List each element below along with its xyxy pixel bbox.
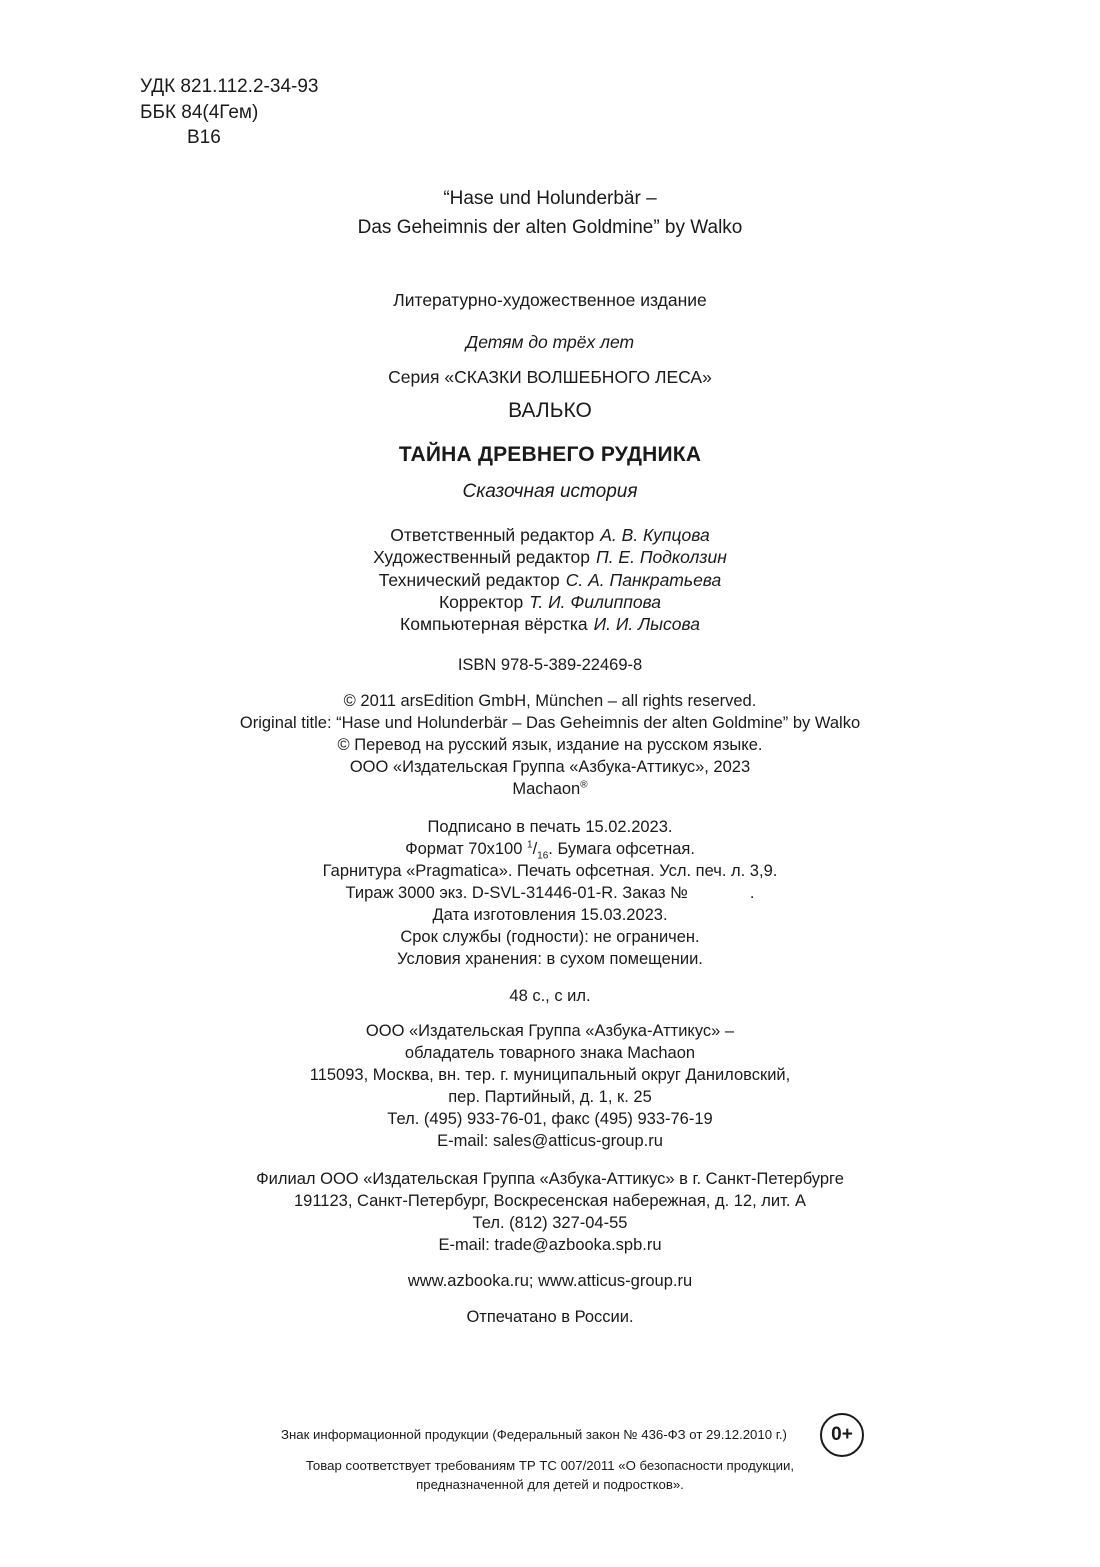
print-format: Формат 70х100 $^1/_{16}$. Бумага офсетная.	[405, 839, 695, 862]
print-typeface: Гарнитура «Pragmatica». Печать офсетная. Усл. печ. л. 3,9.	[322, 862, 778, 880]
credit-name: П. Е. Подколзин	[596, 547, 727, 568]
publisher-line: ООО «Издательская Группа «Азбука-Аттикус» –	[365, 1022, 735, 1040]
copyright-block	[0, 690, 1100, 800]
compliance-line: предназначенной для детей и подростков».	[416, 1477, 684, 1492]
publisher-line: Тел. (495) 933-76-01, факс (495) 933-76-19	[387, 1110, 713, 1128]
credit-row	[0, 546, 1100, 568]
publisher-block	[0, 1020, 1100, 1152]
print-run-text: Тираж 3000 экз. D-SVL-31446-01-R. Заказ №	[345, 884, 688, 902]
credit-name: Т. И. Филиппова	[529, 591, 662, 612]
print-made: Дата изготовления 15.03.2023.	[432, 906, 668, 924]
format-numerator: 1	[527, 839, 533, 851]
branch-line: Тел. (812) 327-04-55	[472, 1214, 628, 1232]
branch-line: 191123, Санкт-Петербург, Воскресенская набережная, д. 12, лит. А	[293, 1192, 807, 1210]
format-denominator: 16	[537, 850, 549, 862]
publisher-line: обладатель товарного знака Machaon	[404, 1044, 696, 1062]
printed-in: Отпечатано в России.	[466, 1308, 634, 1326]
format-suffix: . Бумага офсетная.	[548, 840, 695, 858]
original-title	[0, 186, 1100, 241]
websites: www.azbooka.ru; www.atticus-group.ru	[407, 1272, 693, 1290]
age-group: Детям до трёх лет	[465, 332, 635, 352]
series: Серия «СКАЗКИ ВОЛШЕБНОГО ЛЕСА»	[388, 367, 712, 387]
branch-block	[0, 1168, 1100, 1256]
credit-row	[0, 524, 1100, 546]
publisher-email: E-mail: sales@atticus-group.ru	[437, 1132, 663, 1150]
credit-role: Корректор	[438, 591, 524, 612]
credit-name: И. И. Лысова	[593, 614, 700, 635]
classification-codes	[140, 74, 318, 151]
print-lifetime: Срок службы (годности): не ограничен.	[400, 928, 700, 946]
bbk-code: ББК 84(4Гем)	[140, 101, 259, 123]
compliance-line: Товар соответствует требованиям ТР ТС 007/2011 «О безопасности продукции,	[305, 1458, 795, 1473]
registered-mark: ®	[580, 779, 588, 791]
credit-role: Технический редактор	[378, 569, 560, 590]
info-sign-text: Знак информационной продукции (Федеральный закон № 436-ФЗ от 29.12.2010 г.)	[281, 1427, 787, 1442]
author: ВАЛЬКО	[508, 399, 592, 422]
credit-role: Компьютерная вёрстка	[400, 614, 588, 635]
print-details	[0, 816, 1100, 970]
credit-name: А. В. Купцова	[600, 525, 710, 545]
original-title-line: Das Geheimnis der alten Goldmine” by Walko	[357, 217, 743, 238]
page-count: 48 с., с ил.	[509, 987, 591, 1005]
copyright-line: Original title: “Hase und Holunderbär – Das Geheimnis der alten Goldmine” by Walko	[239, 714, 861, 732]
print-signed: Подписано в печать 15.02.2023.	[427, 818, 673, 836]
branch-email: E-mail: trade@azbooka.spb.ru	[438, 1236, 662, 1254]
credit-role: Художественный редактор	[373, 547, 591, 568]
print-run-end: .	[749, 884, 755, 902]
branch-line: Филиал ООО «Издательская Группа «Азбука-Аттикус» в г. Санкт-Петербурге	[256, 1170, 844, 1188]
book-title: ТАЙНА ДРЕВНЕГО РУДНИКА	[398, 443, 702, 466]
credit-role: Ответственный редактор	[390, 525, 595, 545]
print-storage: Условия хранения: в сухом помещении.	[397, 950, 703, 968]
age-rating-badge: 0+	[820, 1413, 864, 1457]
udk-code: УДК 821.112.2-34-93	[140, 76, 319, 97]
copyright-line: ООО «Издательская Группа «Азбука-Аттикус», 2023	[349, 758, 751, 776]
publisher-line: 115093, Москва, вн. тер. г. муниципальный округ Даниловский,	[309, 1066, 791, 1084]
print-run	[0, 882, 1100, 904]
isbn: ISBN 978-5-389-22469-8	[457, 656, 643, 674]
credit-row	[0, 613, 1100, 635]
copyright-line: © 2011 arsEdition GmbH, München – all rights reserved.	[343, 692, 757, 710]
format-prefix: Формат 70х100	[405, 840, 527, 858]
author-sign: В16	[187, 127, 221, 148]
subtitle: Сказочная история	[462, 481, 638, 502]
compliance-text	[0, 1456, 1100, 1494]
credit-row	[0, 569, 1100, 591]
credit-row	[0, 591, 1100, 613]
copyright-line	[0, 778, 1100, 800]
original-title-line: “Hase und Holunderbär –	[443, 188, 657, 209]
trademark: Machaon	[512, 780, 581, 798]
edition-type: Литературно-художественное издание	[393, 290, 707, 310]
credits	[0, 524, 1100, 635]
copyright-line: © Перевод на русский язык, издание на русском языке.	[337, 736, 763, 754]
publisher-line: пер. Партийный, д. 1, к. 25	[448, 1088, 652, 1106]
credit-name: С. А. Панкратьева	[565, 569, 722, 590]
